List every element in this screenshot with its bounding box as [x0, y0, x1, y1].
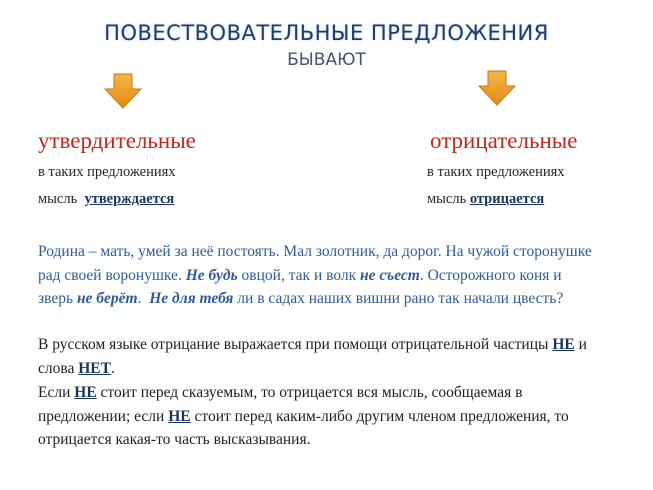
- rule2-text-3: стоит перед каким-либо другим членом предложения, то отрицается какая-то часть высказывания.: [38, 407, 569, 448]
- proverbs-emphasis-3: не берёт: [76, 290, 138, 307]
- rule1-text-3: .: [110, 359, 115, 377]
- arrow-down-right-icon: [477, 70, 517, 106]
- rule2-text-1: Если: [38, 384, 75, 401]
- rule1-text-2: и слова: [38, 336, 587, 377]
- slide-title: ПОВЕСТВОВАТЕЛЬНЫЕ ПРЕДЛОЖЕНИЯ: [104, 21, 549, 45]
- proverbs-paragraph: [38, 240, 598, 311]
- affirmative-line-1: в таких предложениях: [38, 164, 176, 180]
- proverbs-text-1: Родина – мать, умей за неё постоять. Мал золотник, да дорог. На чужой сторонушке рад своей воронушке.: [38, 243, 592, 284]
- proverbs-text-3: . Осторожного коня и зверь: [38, 266, 562, 307]
- proverbs-text-5: ли в садах наших вишни рано так начали цвесть?: [233, 290, 564, 307]
- heading-negative: отрицательные: [430, 128, 578, 153]
- proverbs-text-4: .: [137, 290, 150, 307]
- rule-paragraph-2: [38, 381, 598, 452]
- rule1-keyword-ne: НЕ: [552, 336, 575, 353]
- negative-keyword: отрицается: [469, 191, 545, 207]
- slide-subtitle: БЫВАЮТ: [287, 50, 366, 70]
- proverbs-emphasis-4: Не для тебя: [149, 290, 234, 307]
- arrow-down-left-icon: [103, 73, 143, 109]
- affirmative-keyword: утверждается: [84, 191, 175, 207]
- affirmative-line-2: [38, 191, 174, 208]
- rule-paragraph-1: [38, 333, 598, 380]
- negative-line-2: [427, 191, 544, 208]
- rule1-text-1: В русском языке отрицание выражается при помощи отрицательной частицы: [38, 336, 553, 353]
- negative-prefix: мысль: [427, 191, 470, 207]
- affirmative-prefix: мысль: [38, 191, 85, 207]
- rule2-keyword-ne-2: НЕ: [168, 407, 191, 425]
- heading-affirmative: утвердительные: [38, 128, 196, 153]
- proverbs-emphasis-1: Не будь: [185, 266, 238, 284]
- rule1-keyword-net: НЕТ: [78, 359, 111, 377]
- negative-line-1: в таких предложениях: [427, 164, 565, 180]
- rule2-keyword-ne-1: НЕ: [74, 384, 97, 401]
- rule2-text-2: стоит перед сказуемым, то отрицается вся мысль, сообщаемая в предложении; если: [38, 384, 523, 425]
- proverbs-text-2: овцой, так и волк: [237, 266, 361, 284]
- proverbs-emphasis-2: не съест: [360, 266, 420, 284]
